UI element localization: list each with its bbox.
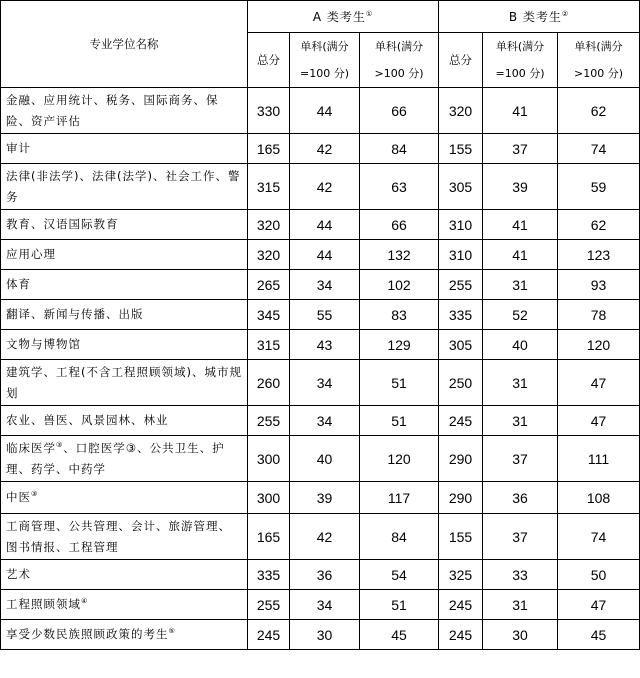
- a-single-100: 44: [290, 240, 360, 270]
- a-single-gt100: 63: [360, 164, 439, 210]
- a-total: 330: [248, 88, 290, 134]
- a-single-gt100: 84: [360, 514, 439, 560]
- table-row: [1, 134, 640, 164]
- b-single-100: 36: [483, 482, 558, 514]
- major-name: [1, 620, 248, 650]
- table-row: [1, 164, 640, 210]
- table-row: [1, 300, 640, 330]
- table-row: [1, 270, 640, 300]
- a-single-gt100: 83: [360, 300, 439, 330]
- a-total: 320: [248, 240, 290, 270]
- a-single-100: 40: [290, 436, 360, 482]
- major-name-text: 享受少数民族照顾政策的考生: [6, 627, 169, 641]
- table-row: [1, 360, 640, 406]
- header-a-single-gt100-line1: 单科(满分: [374, 40, 424, 53]
- b-single-gt100: 93: [558, 270, 640, 300]
- b-single-gt100: 47: [558, 360, 640, 406]
- header-b-single-gt100: [558, 33, 640, 88]
- header-group-a-note: ①: [365, 10, 374, 18]
- b-single-gt100: 62: [558, 210, 640, 240]
- table-row: [1, 590, 640, 620]
- a-single-100: 30: [290, 620, 360, 650]
- b-single-gt100: 45: [558, 620, 640, 650]
- b-single-gt100: 47: [558, 406, 640, 436]
- b-total: 245: [439, 620, 483, 650]
- b-single-gt100: 74: [558, 514, 640, 560]
- a-total: 300: [248, 482, 290, 514]
- b-single-gt100: 111: [558, 436, 640, 482]
- b-single-gt100: 74: [558, 134, 640, 164]
- header-major: 专业学位名称: [1, 1, 248, 88]
- table-row: [1, 330, 640, 360]
- a-total: 165: [248, 514, 290, 560]
- header-b-total: 总分: [439, 33, 483, 88]
- a-single-gt100: 102: [360, 270, 439, 300]
- b-single-100: 31: [483, 590, 558, 620]
- b-single-100: 31: [483, 360, 558, 406]
- header-b-single-gt100-line1: 单科(满分: [574, 40, 623, 53]
- b-total: 310: [439, 210, 483, 240]
- b-total: 250: [439, 360, 483, 406]
- b-single-100: 31: [483, 270, 558, 300]
- table-row: [1, 620, 640, 650]
- b-total: 305: [439, 330, 483, 360]
- b-total: 290: [439, 436, 483, 482]
- header-a-single-100-line1: 单科(满分: [300, 40, 349, 53]
- b-single-100: 37: [483, 436, 558, 482]
- header-a-single-100-line2: =100 分): [299, 67, 349, 80]
- a-total: 245: [248, 620, 290, 650]
- table-row: [1, 406, 640, 436]
- a-single-gt100: 66: [360, 88, 439, 134]
- a-single-gt100: 120: [360, 436, 439, 482]
- major-name: 教育、汉语国际教育: [1, 210, 248, 240]
- a-total: 255: [248, 590, 290, 620]
- b-single-gt100: 47: [558, 590, 640, 620]
- a-single-gt100: 45: [360, 620, 439, 650]
- header-b-single-100-line2: =100 分): [495, 67, 545, 80]
- b-total: 245: [439, 590, 483, 620]
- header-b-single-100: [483, 33, 558, 88]
- b-single-100: 30: [483, 620, 558, 650]
- a-single-100: 34: [290, 360, 360, 406]
- header-b-single-100-line1: 单科(满分: [495, 40, 545, 53]
- b-single-gt100: 50: [558, 560, 640, 590]
- major-name: 应用心理: [1, 240, 248, 270]
- header-a-total: 总分: [248, 33, 290, 88]
- b-total: 305: [439, 164, 483, 210]
- a-single-gt100: 129: [360, 330, 439, 360]
- b-single-100: 40: [483, 330, 558, 360]
- a-single-gt100: 54: [360, 560, 439, 590]
- major-name: 建筑学、工程(不含工程照顾领域)、城市规划: [1, 360, 248, 406]
- b-total: 255: [439, 270, 483, 300]
- a-total: 255: [248, 406, 290, 436]
- table-row: [1, 482, 640, 514]
- major-name-tail: 、口腔医学③、公共卫生、护理、药学、中药学: [6, 440, 225, 476]
- footnote-mark: ③: [56, 440, 64, 449]
- major-name: 金融、应用统计、税务、国际商务、保险、资产评估: [1, 88, 248, 134]
- b-single-100: 52: [483, 300, 558, 330]
- b-single-gt100: 59: [558, 164, 640, 210]
- a-single-100: 34: [290, 590, 360, 620]
- a-total: 345: [248, 300, 290, 330]
- header-group-a: [248, 1, 439, 33]
- a-single-100: 42: [290, 134, 360, 164]
- table-row: [1, 514, 640, 560]
- header-group-b-note: ②: [561, 10, 570, 18]
- a-single-100: 44: [290, 88, 360, 134]
- b-single-gt100: 62: [558, 88, 640, 134]
- footnote-mark: ⑤: [168, 627, 176, 636]
- major-name: 文物与博物馆: [1, 330, 248, 360]
- major-name-text: 工程照顾领域: [6, 597, 81, 611]
- b-single-100: 41: [483, 88, 558, 134]
- b-single-100: 41: [483, 240, 558, 270]
- a-single-gt100: 66: [360, 210, 439, 240]
- a-single-gt100: 117: [360, 482, 439, 514]
- major-name: [1, 482, 248, 514]
- table-row: [1, 560, 640, 590]
- header-group-a-label: A 类考生: [312, 10, 366, 24]
- header-a-single-gt100-line2: >100 分): [374, 67, 424, 80]
- major-name: 法律(非法学)、法律(法学)、社会工作、警务: [1, 164, 248, 210]
- b-total: 310: [439, 240, 483, 270]
- table-row: [1, 210, 640, 240]
- a-total: 260: [248, 360, 290, 406]
- a-single-100: 39: [290, 482, 360, 514]
- a-single-100: 44: [290, 210, 360, 240]
- table-row: [1, 436, 640, 482]
- a-total: 165: [248, 134, 290, 164]
- major-name: 审计: [1, 134, 248, 164]
- a-single-gt100: 132: [360, 240, 439, 270]
- b-total: 325: [439, 560, 483, 590]
- a-single-gt100: 51: [360, 590, 439, 620]
- a-single-100: 34: [290, 406, 360, 436]
- major-name: 体育: [1, 270, 248, 300]
- a-total: 315: [248, 330, 290, 360]
- a-single-gt100: 51: [360, 406, 439, 436]
- a-single-100: 43: [290, 330, 360, 360]
- b-single-gt100: 108: [558, 482, 640, 514]
- table-row: [1, 88, 640, 134]
- footnote-mark: ④: [81, 597, 89, 606]
- a-total: 335: [248, 560, 290, 590]
- b-total: 155: [439, 134, 483, 164]
- header-group-b: [439, 1, 640, 33]
- a-single-100: 36: [290, 560, 360, 590]
- a-single-100: 34: [290, 270, 360, 300]
- a-total: 315: [248, 164, 290, 210]
- a-single-100: 42: [290, 164, 360, 210]
- major-name: 工商管理、公共管理、会计、旅游管理、图书情报、工程管理: [1, 514, 248, 560]
- b-single-100: 37: [483, 514, 558, 560]
- footnote-mark: ③: [31, 490, 39, 499]
- major-name-text: 临床医学: [6, 440, 56, 455]
- b-single-100: 33: [483, 560, 558, 590]
- header-b-single-gt100-line2: >100 分): [574, 67, 624, 80]
- a-single-gt100: 51: [360, 360, 439, 406]
- table-row: [1, 240, 640, 270]
- b-single-100: 31: [483, 406, 558, 436]
- header-a-single-gt100: [360, 33, 439, 88]
- b-single-100: 39: [483, 164, 558, 210]
- b-single-gt100: 120: [558, 330, 640, 360]
- b-total: 155: [439, 514, 483, 560]
- score-table-body: [1, 88, 640, 650]
- a-single-100: 42: [290, 514, 360, 560]
- header-a-single-100: [290, 33, 360, 88]
- major-name: 艺术: [1, 560, 248, 590]
- major-name: 农业、兽医、风景园林、林业: [1, 406, 248, 436]
- b-single-gt100: 123: [558, 240, 640, 270]
- major-name-text: 中医: [6, 490, 31, 504]
- b-total: 290: [439, 482, 483, 514]
- a-total: 265: [248, 270, 290, 300]
- b-total: 245: [439, 406, 483, 436]
- a-single-gt100: 84: [360, 134, 439, 164]
- a-total: 320: [248, 210, 290, 240]
- major-name: 翻译、新闻与传播、出版: [1, 300, 248, 330]
- b-total: 335: [439, 300, 483, 330]
- b-single-100: 37: [483, 134, 558, 164]
- b-total: 320: [439, 88, 483, 134]
- b-single-gt100: 78: [558, 300, 640, 330]
- a-total: 300: [248, 436, 290, 482]
- header-group-b-label: B 类考生: [508, 10, 562, 24]
- a-single-100: 55: [290, 300, 360, 330]
- major-name: [1, 590, 248, 620]
- b-single-100: 41: [483, 210, 558, 240]
- major-name: [1, 436, 248, 482]
